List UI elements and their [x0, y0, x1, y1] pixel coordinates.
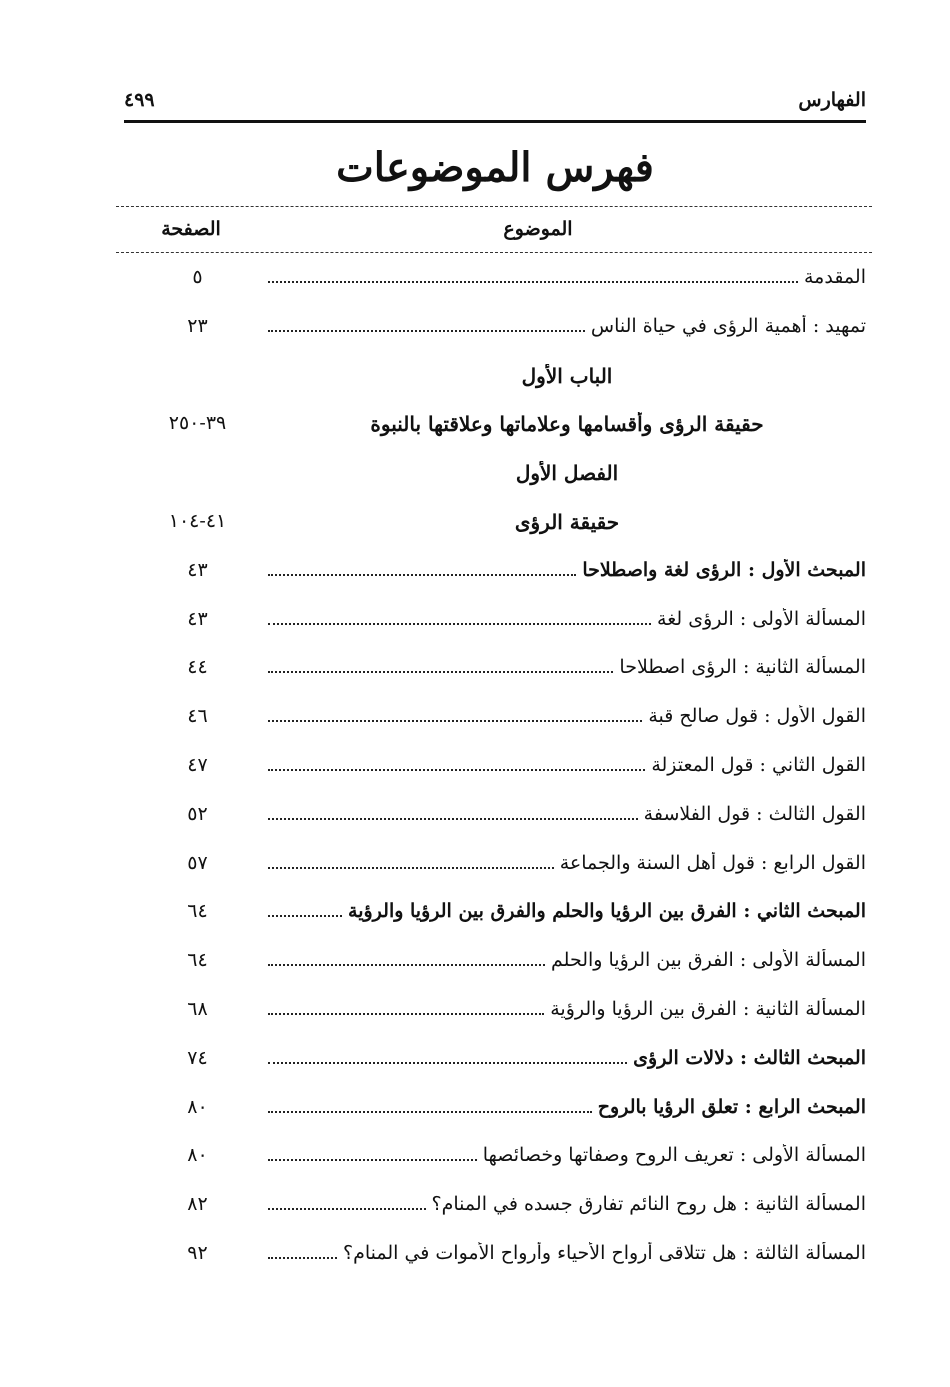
toc-entry-page: ٧٤ [187, 1046, 208, 1069]
toc-entry-text: المبحث الثالث : دلالات الرؤى [633, 1046, 866, 1069]
toc-entry-text: الباب الأول [521, 363, 613, 388]
dot-leader [268, 1013, 544, 1015]
toc-entry-title [268, 705, 866, 737]
page-column-header: الصفحة [161, 218, 221, 240]
column-headers [116, 214, 872, 248]
table-of-contents [0, 258, 950, 1283]
toc-entry-page: ٤١-١٠٤ [168, 509, 227, 532]
toc-entry-title [268, 852, 866, 884]
dot-leader [268, 281, 798, 283]
toc-entry-title [268, 949, 866, 981]
toc-entry [0, 1039, 950, 1088]
toc-entry-page: ٦٤ [187, 949, 208, 972]
toc-entry [0, 356, 950, 405]
toc-entry [0, 844, 950, 893]
toc-entry-text: القول الثالث : قول الفلاسفة [643, 802, 866, 825]
topic-column-header: الموضوع [503, 218, 573, 240]
toc-entry-title [268, 510, 866, 542]
toc-entry [0, 307, 950, 356]
toc-entry-page: ٩٢ [187, 1241, 208, 1264]
page-title: فهرس الموضوعات [336, 144, 654, 191]
dot-leader [268, 1062, 627, 1064]
toc-entry-text: المبحث الثاني : الفرق بين الرؤيا والحلم والفرق بين الرؤيا والرؤية [348, 900, 866, 923]
toc-entry-text: المسألة الثالثة : هل تتلاقى أرواح الأحياء وأرواح الأموات في المنام؟ [342, 1241, 866, 1264]
toc-entry-page: ٤٧ [187, 753, 208, 776]
toc-entry-title [268, 559, 866, 591]
toc-entry-text: المبحث الأول : الرؤى لغة واصطلاحا [582, 558, 866, 581]
toc-entry-page [150, 364, 245, 396]
toc-entry-page: ٢٣ [187, 314, 208, 337]
dot-leader [268, 964, 545, 966]
toc-entry-page: ٨٠ [187, 1095, 208, 1118]
dot-leader [268, 1257, 337, 1259]
dot-leader [268, 574, 576, 576]
toc-entry-title [268, 803, 866, 835]
dot-leader [268, 1159, 477, 1161]
toc-entry-text: تمهيد : أهمية الرؤى في حياة الناس [590, 314, 866, 337]
toc-entry [0, 990, 950, 1039]
column-header-top-rule [116, 206, 872, 207]
toc-entry [0, 746, 950, 795]
toc-entry-title [268, 656, 866, 688]
toc-entry-page: ٤٣ [187, 607, 208, 630]
column-header-bottom-rule [116, 252, 872, 253]
toc-entry [0, 600, 950, 649]
dot-leader [268, 623, 651, 625]
running-header [124, 82, 866, 118]
dot-leader [268, 915, 342, 917]
toc-entry [0, 258, 950, 307]
toc-entry-title [268, 1193, 866, 1225]
toc-entry-title [268, 315, 866, 347]
toc-entry [0, 551, 950, 600]
dot-leader [268, 1208, 426, 1210]
toc-entry-page: ٥٧ [187, 851, 208, 874]
toc-entry-title [268, 461, 866, 493]
toc-entry-title [268, 1144, 866, 1176]
dot-leader [268, 1111, 592, 1113]
toc-entry-text: المسألة الثانية : الرؤى اصطلاحا [619, 656, 866, 679]
toc-entry [0, 502, 950, 551]
toc-entry-text: المسألة الثانية : هل روح النائم تفارق جسده في المنام؟ [431, 1193, 866, 1216]
dot-leader [268, 330, 585, 332]
toc-entry-page [150, 461, 245, 493]
toc-entry [0, 1136, 950, 1185]
toc-entry-page: ٤٤ [187, 656, 208, 679]
dot-leader [268, 769, 645, 771]
toc-entry [0, 1088, 950, 1137]
dot-leader [268, 671, 613, 673]
toc-entry-title [268, 900, 866, 932]
toc-entry-page: ٤٦ [187, 705, 208, 728]
toc-entry-text: المسألة الأولى : الرؤى لغة [657, 607, 866, 630]
toc-entry-title [268, 754, 866, 786]
dot-leader [268, 867, 554, 869]
toc-entry [0, 795, 950, 844]
toc-entry-title [268, 412, 866, 444]
toc-entry-text: القول الرابع : قول أهل السنة والجماعة [559, 851, 866, 874]
toc-entry [0, 404, 950, 453]
toc-entry-text: القول الثاني : قول المعتزلة [651, 753, 866, 776]
toc-entry-page: ٤٣ [187, 558, 208, 581]
toc-entry-text: الفصل الأول [515, 461, 619, 486]
toc-entry [0, 697, 950, 746]
header-rule [124, 120, 866, 123]
toc-entry-page: ٨٠ [187, 1144, 208, 1167]
toc-entry-page: ٥ [192, 266, 203, 288]
toc-entry [0, 648, 950, 697]
section-name: الفهارس [798, 89, 866, 111]
toc-entry-page: ٦٨ [187, 997, 208, 1020]
toc-entry-page: ٥٢ [187, 802, 208, 825]
toc-entry-text: حقيقة الرؤى وأقسامها وعلاماتها وعلاقتها بالنبوة [370, 412, 764, 437]
toc-entry [0, 892, 950, 941]
toc-entry-text: حقيقة الرؤى [514, 509, 620, 534]
toc-entry [0, 453, 950, 502]
toc-entry-title [268, 1242, 866, 1274]
toc-entry-text: المقدمة [803, 266, 866, 288]
toc-entry [0, 941, 950, 990]
toc-entry-text: المبحث الرابع : تعلق الرؤيا بالروح [597, 1095, 866, 1118]
toc-entry-text: المسألة الأولى : الفرق بين الرؤيا والحلم [551, 949, 866, 972]
page-number: ٤٩٩ [124, 89, 155, 111]
dot-leader [268, 818, 638, 820]
dot-leader [268, 720, 642, 722]
toc-entry-page: ٦٤ [187, 900, 208, 923]
toc-entry-title [268, 608, 866, 640]
toc-entry [0, 1185, 950, 1234]
toc-entry-title [268, 998, 866, 1030]
toc-entry-title [268, 1096, 866, 1128]
toc-entry-text: القول الأول : قول صالح قبة [648, 705, 866, 728]
toc-entry-title [268, 1047, 866, 1079]
toc-entry-text: المسألة الثانية : الفرق بين الرؤيا والرؤية [550, 997, 866, 1020]
toc-entry-text: المسألة الأولى : تعريف الروح وصفاتها وخصائصها [482, 1144, 866, 1167]
toc-entry-page: ٨٢ [187, 1193, 208, 1216]
toc-entry-title [268, 364, 866, 396]
toc-entry [0, 1234, 950, 1283]
toc-entry-page: ٣٩-٢٥٠ [168, 412, 227, 435]
toc-entry-title [268, 266, 866, 298]
